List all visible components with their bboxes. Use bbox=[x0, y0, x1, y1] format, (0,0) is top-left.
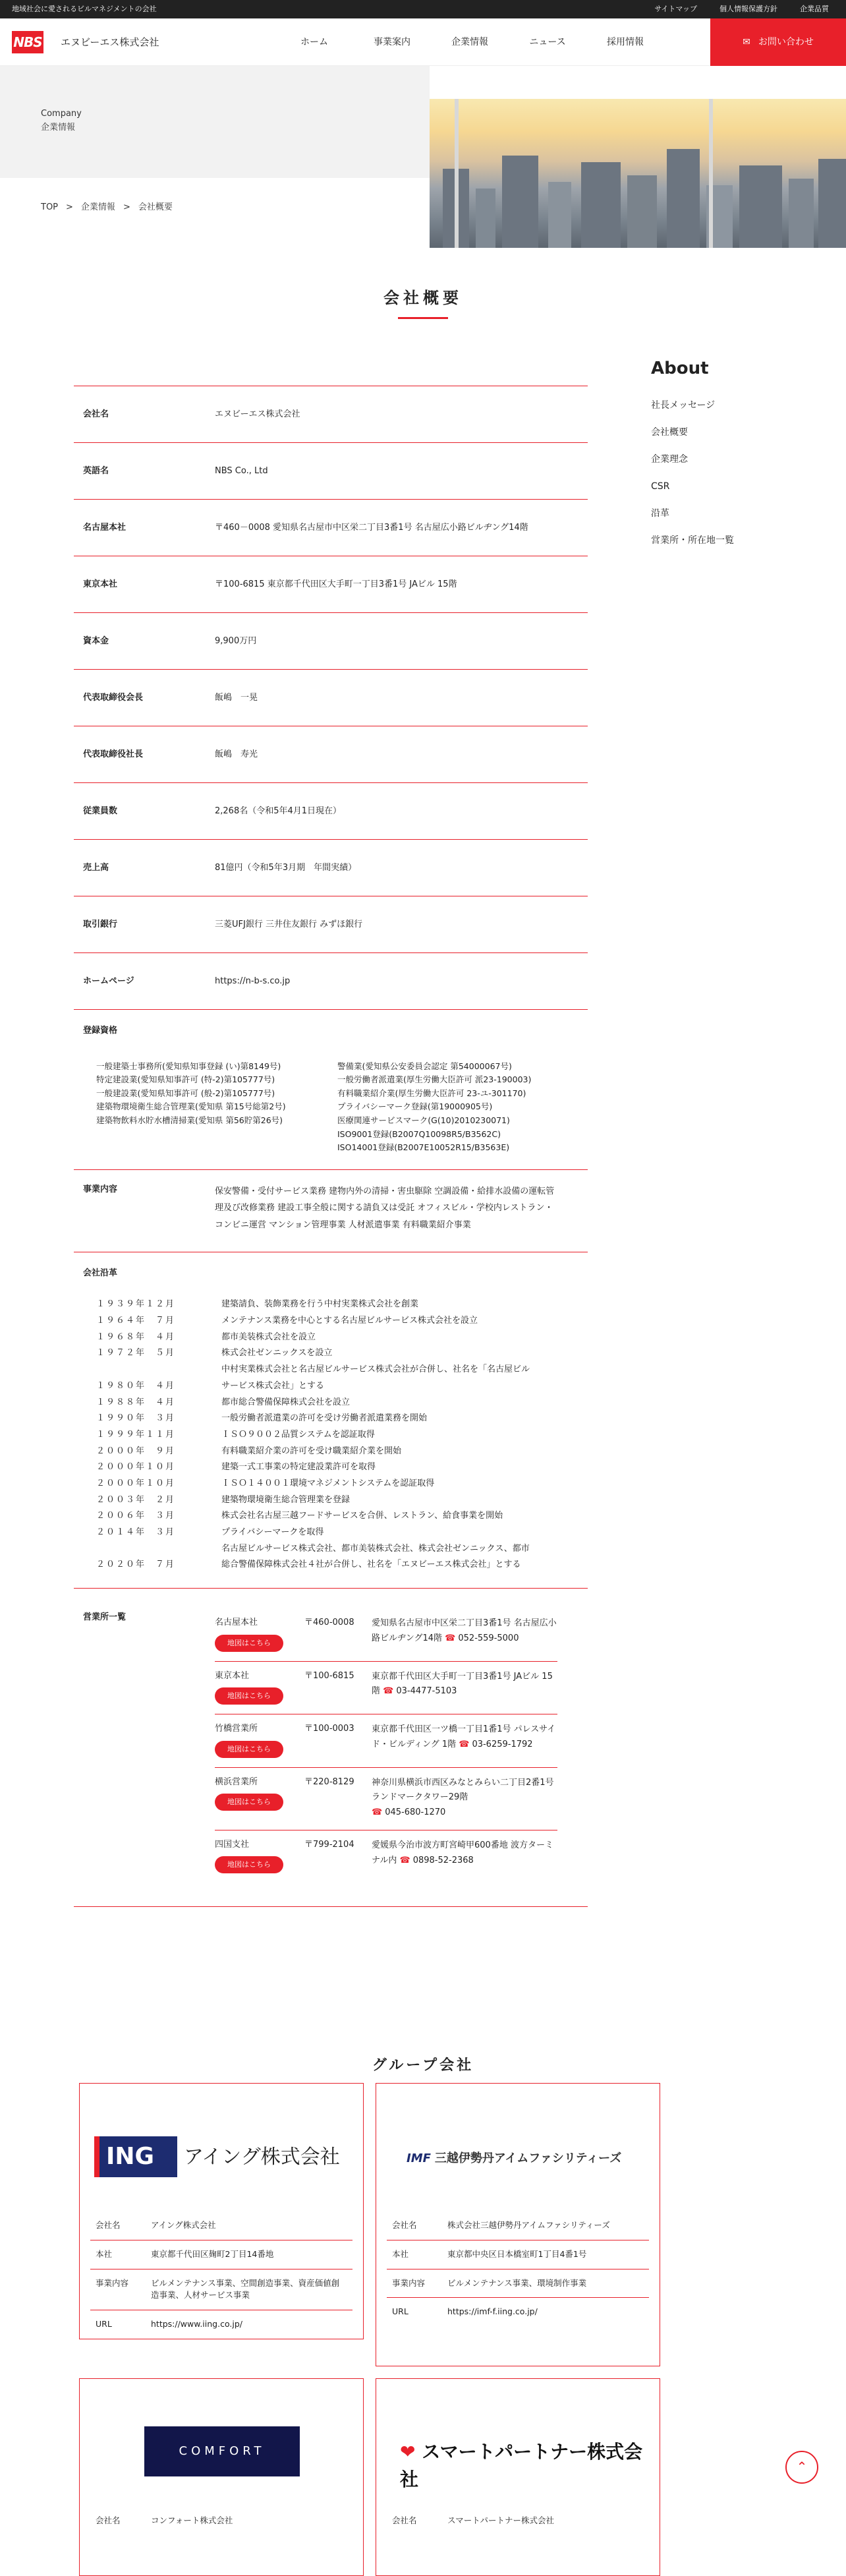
info-row bbox=[74, 443, 588, 500]
history-item: ２００３年 ２月 建築物環境衛生総合管理業を登録 bbox=[96, 1494, 351, 1505]
info-key: 従業員数 bbox=[83, 805, 118, 816]
homepage-link[interactable]: https://n-b-s.co.jp bbox=[215, 976, 291, 986]
office-list bbox=[215, 1608, 557, 1883]
info-value: 〒460－0008 愛知県名古屋市中区栄二丁目3番1号 名古屋広小路ビルヂング14階 bbox=[215, 522, 528, 533]
license-item: 一般建築士事務所(愛知県知事登録 (い)第8149号) bbox=[96, 1061, 281, 1071]
card-value: 株式会社三越伊勢丹アイムファシリティーズ bbox=[442, 2211, 649, 2240]
licenses-right bbox=[337, 1060, 578, 1155]
sidebar-item-csr[interactable]: CSR bbox=[651, 481, 670, 492]
tagline: 地域社会に愛されるビルマネジメントの会社 bbox=[12, 5, 157, 13]
info-key: 会社名 bbox=[83, 409, 109, 419]
licenses-left bbox=[96, 1060, 337, 1155]
license-item: 警備業(愛知県公安委員会認定 第54000067号) bbox=[337, 1061, 512, 1071]
office-name: 横浜営業所 bbox=[215, 1776, 258, 1787]
sidebar-item-offices[interactable]: 営業所・所在地一覧 bbox=[651, 535, 734, 546]
info-key: 英語名 bbox=[83, 465, 109, 476]
office-address: 愛知県名古屋市中区栄二丁目3番1号 名古屋広小路ビルヂング14階 bbox=[372, 1618, 557, 1643]
sidebar-item-history[interactable]: 沿革 bbox=[651, 508, 669, 519]
history-list bbox=[83, 1297, 578, 1573]
heart-icon: ❤ bbox=[400, 2441, 416, 2463]
info-key: 代表取締役会長 bbox=[83, 692, 144, 703]
office-item bbox=[215, 1608, 557, 1662]
licenses-label: 登録資格 bbox=[83, 1026, 118, 1036]
history-item: １９８０年 ４月 サービス株式会社」とする bbox=[96, 1380, 325, 1391]
office-item bbox=[215, 1768, 557, 1830]
office-zip: 〒100-0003 bbox=[304, 1724, 354, 1734]
info-key: 名古屋本社 bbox=[83, 522, 127, 533]
license-item: 建築物環境衛生総合管理業(愛知県 第15号総第2号) bbox=[96, 1101, 286, 1112]
breadcrumb bbox=[41, 201, 173, 214]
card-value: 東京都中央区日本橋室町1丁目4番1号 bbox=[442, 2240, 649, 2269]
info-value: 81億円（令和5年3月期 年間実績） bbox=[215, 862, 357, 873]
card-label: 事業内容 bbox=[387, 2269, 442, 2298]
card-label: 会社名 bbox=[392, 2515, 417, 2525]
card-value: ビルメンテナンス事業、環境制作事業 bbox=[442, 2269, 649, 2298]
license-item: プライバシーマーク登録(第19000905号) bbox=[337, 1101, 493, 1112]
info-row bbox=[74, 953, 588, 1010]
nav-company[interactable]: 企業情報 bbox=[451, 37, 488, 47]
nav-business[interactable]: 事業案内 bbox=[374, 37, 410, 47]
back-to-top-button[interactable] bbox=[785, 2451, 818, 2484]
card-value: ビルメンテナンス事業、空間創造事業、資産価値創造事業、人材サービス事業 bbox=[146, 2269, 352, 2310]
info-value: 9,900万円 bbox=[215, 635, 257, 646]
sidebar-item-philosophy[interactable]: 企業理念 bbox=[651, 454, 688, 465]
history-item: ２０００年１０月 ＩＳＯ１４００１環境マネジメントシステムを認証取得 bbox=[96, 1478, 435, 1488]
card-value: スマートパートナー株式会社 bbox=[447, 2515, 555, 2525]
group-card-smart bbox=[376, 2378, 660, 2576]
group-card-comfort bbox=[79, 2378, 364, 2576]
map-button[interactable]: 地図はこちら bbox=[215, 1741, 283, 1758]
business-row bbox=[74, 1170, 588, 1252]
nav-recruit[interactable]: 採用情報 bbox=[607, 37, 644, 47]
breadcrumb-current: 会社概要 bbox=[138, 202, 173, 212]
hero-en: Company bbox=[41, 109, 82, 119]
history-item: １９３９年１２月 建築請負、装飾業務を行う中村実業株式会社を創業 bbox=[96, 1299, 419, 1310]
group-card-imf bbox=[376, 2083, 660, 2366]
business-value: 保安警備・受付サービス業務 建物内外の清掃・害虫駆除 空調設備・給排水設備の運転管理及び改修業務 建設工事全般に関する請負又は受託 オフィスビル・学校内レストラン・コンビニ運営 マンション管理事業 人材派遣事業 有料職業紹介事業 bbox=[215, 1186, 555, 1230]
info-row bbox=[74, 726, 588, 783]
office-phone[interactable]: ☎ 052-559-5000 bbox=[445, 1633, 519, 1643]
sitemap-link[interactable]: サイトマップ bbox=[654, 5, 697, 13]
info-key: 資本金 bbox=[83, 635, 109, 646]
history-item: ２０００年１０月 建築一式工事業の特定建設業許可を取得 bbox=[96, 1462, 376, 1473]
hero-label bbox=[41, 107, 82, 135]
license-item: 建築物飲料水貯水槽清掃業(愛知県 第56貯第26号) bbox=[96, 1115, 283, 1125]
company-info-table bbox=[74, 386, 588, 1907]
office-address: 東京都千代田区大手町一丁目3番1号 JAビル 15階 bbox=[372, 1671, 553, 1697]
privacy-link[interactable]: 個人情報保護方針 bbox=[719, 5, 777, 13]
company-name: エヌビーエス株式会社 bbox=[61, 36, 159, 48]
office-name: 四国支社 bbox=[215, 1839, 250, 1850]
breadcrumb-sep: > bbox=[123, 202, 130, 212]
office-name: 名古屋本社 bbox=[215, 1618, 258, 1628]
office-zip: 〒799-2104 bbox=[304, 1839, 354, 1850]
group-title: グループ会社 bbox=[372, 2057, 474, 2074]
history-label: 会社沿革 bbox=[83, 1268, 118, 1278]
license-item: ISO9001登録(B2007Q10098R5/B3562C) bbox=[337, 1128, 501, 1139]
business-label: 事業内容 bbox=[83, 1184, 118, 1194]
history-item: １９８８年 ４月 都市総合警備保障株式会社を設立 bbox=[96, 1397, 351, 1407]
sidebar-title: About bbox=[651, 359, 709, 378]
map-button[interactable]: 地図はこちら bbox=[215, 1794, 283, 1811]
breadcrumb-top[interactable]: TOP bbox=[41, 202, 59, 212]
info-value: 2,268名（令和5年4月1日現在） bbox=[215, 805, 342, 816]
nav-news[interactable]: ニュース bbox=[529, 37, 566, 47]
comfort-logo[interactable]: COMFORT bbox=[144, 2426, 300, 2476]
license-item: 一般労働者派遣業(厚生労働大臣許可 派23-190003) bbox=[337, 1074, 532, 1085]
info-row bbox=[74, 783, 588, 840]
office-phone[interactable]: ☎ 03-4477-5103 bbox=[383, 1686, 457, 1696]
city-skyline-image bbox=[430, 99, 846, 248]
group-card-iing bbox=[79, 2083, 364, 2339]
offices-row bbox=[74, 1589, 588, 1907]
contact-button[interactable] bbox=[710, 18, 846, 66]
office-name: 東京本社 bbox=[215, 1670, 250, 1681]
office-item bbox=[215, 1830, 557, 1883]
info-row bbox=[74, 840, 588, 896]
info-value: 飯嶋 一晃 bbox=[215, 692, 258, 703]
office-item bbox=[215, 1714, 557, 1768]
info-row bbox=[74, 670, 588, 726]
office-address: 東京都千代田区一ツ橋一丁目1番1号 パレスサイド・ビルディング 1階 bbox=[372, 1724, 556, 1749]
nav-home[interactable]: ホーム bbox=[300, 37, 328, 47]
map-button[interactable]: 地図はこちら bbox=[215, 1687, 283, 1705]
card-label: 本社 bbox=[90, 2240, 146, 2269]
info-value: NBS Co., Ltd bbox=[215, 465, 268, 476]
licenses-row bbox=[74, 1010, 588, 1170]
breadcrumb-sep: > bbox=[66, 202, 73, 212]
chevron-up-icon: ⌃ bbox=[796, 2459, 808, 2474]
info-key: 取引銀行 bbox=[83, 919, 118, 929]
card-url-link[interactable]: https://www.iing.co.jp/ bbox=[151, 2319, 242, 2329]
map-button[interactable]: 地図はこちら bbox=[215, 1635, 283, 1652]
card-value: アイング株式会社 bbox=[146, 2211, 352, 2240]
license-item: 特定建設業(愛知県知事許可 (特-2)第105777号) bbox=[96, 1074, 275, 1085]
history-item: ２００６年 ３月 株式会社名古屋三越フードサービスを合併、レストラン、給食事業を開始 bbox=[96, 1511, 503, 1521]
card-value: 東京都千代田区麹町2丁目14番地 bbox=[146, 2240, 352, 2269]
info-row bbox=[74, 896, 588, 953]
card-label: URL bbox=[392, 2306, 409, 2317]
main-nav bbox=[275, 36, 664, 49]
office-name: 竹橋営業所 bbox=[215, 1724, 258, 1734]
card-label: URL bbox=[96, 2319, 112, 2329]
office-phone[interactable]: ☎ 0898-52-2368 bbox=[400, 1856, 474, 1865]
contact-label: お問い合わせ bbox=[758, 36, 814, 47]
hero-ja: 企業情報 bbox=[41, 122, 76, 132]
license-item: 医療関連サービスマーク(G(10)2010230071) bbox=[337, 1115, 510, 1125]
mail-icon: ✉ bbox=[743, 36, 750, 47]
office-address: 愛媛県今治市波方町宮崎甲600番地 波方ターミナル内 bbox=[372, 1840, 553, 1865]
card-value: コンフォート株式会社 bbox=[151, 2515, 233, 2525]
license-item: ISO14001登録(B2007E10052R15/B3563E) bbox=[337, 1142, 510, 1153]
info-key: 代表取締役社長 bbox=[83, 749, 144, 759]
nbs-logo[interactable]: NBS bbox=[12, 31, 43, 53]
info-key: 売上高 bbox=[83, 862, 109, 873]
history-item: ２０１４年 ３月 プライバシーマークを取得 bbox=[96, 1527, 324, 1537]
office-zip: 〒100-6815 bbox=[304, 1670, 354, 1681]
card-label: 会社名 bbox=[90, 2211, 146, 2240]
office-phone[interactable]: ☎ 045-680-1270 bbox=[372, 1807, 445, 1817]
sidebar-item-profile[interactable]: 会社概要 bbox=[651, 427, 688, 438]
history-row bbox=[74, 1252, 588, 1589]
top-bar bbox=[0, 0, 846, 18]
info-key: 東京本社 bbox=[83, 579, 118, 589]
header bbox=[0, 18, 846, 66]
office-zip: 〒460-0008 bbox=[304, 1618, 354, 1628]
about-sidebar bbox=[651, 356, 734, 561]
card-label: 会社名 bbox=[387, 2211, 442, 2240]
license-item: 一般建設業(愛知県知事許可 (般-2)第105777号) bbox=[96, 1088, 275, 1098]
history-item: ２０２０年 ７月 総合警備保障株式会社４社が合併し、社名を「エヌビーエス株式会社」とする bbox=[96, 1560, 521, 1570]
map-button[interactable]: 地図はこちら bbox=[215, 1856, 283, 1873]
page-title: 会社概要 bbox=[383, 289, 463, 307]
iing-logo[interactable]: ING アイング株式会社 bbox=[94, 2136, 340, 2177]
history-item: １９６８年 ４月 都市美装株式会社を設立 bbox=[96, 1332, 316, 1342]
history-item: 名古屋ビルサービス株式会社、都市美装株式会社、株式会社ゼンニックス、都市 bbox=[221, 1543, 530, 1554]
info-value: エヌビーエス株式会社 bbox=[215, 409, 300, 419]
imf-logo[interactable]: IMF 三越伊勢丹アイムファシリティーズ bbox=[407, 2152, 622, 2165]
info-value: 飯嶋 寿光 bbox=[215, 749, 258, 759]
breadcrumb-company[interactable]: 企業情報 bbox=[80, 202, 115, 212]
info-row bbox=[74, 556, 588, 613]
history-item: １９６４年 ７月 メンテナンス業務を中心とする名古屋ビルサービス株式会社を設立 bbox=[96, 1316, 478, 1326]
history-item: １９９０年 ３月 一般労働者派遣業の許可を受け労働者派遣業務を開始 bbox=[96, 1413, 428, 1424]
info-row bbox=[74, 386, 588, 443]
info-key: ホームページ bbox=[83, 976, 134, 986]
info-row bbox=[74, 613, 588, 670]
history-item: 中村実業株式会社と名古屋ビルサービス株式会社が合併し、社名を「名古屋ビル bbox=[221, 1364, 530, 1375]
card-url-link[interactable]: https://imf-f.iing.co.jp/ bbox=[447, 2306, 538, 2317]
office-address: 神奈川県横浜市西区みなとみらい二丁目2番1号ランドマークタワー29階 bbox=[372, 1777, 554, 1803]
license-item: 有料職業紹介業(厚生労働大臣許可 23-ユ-301170) bbox=[337, 1088, 526, 1098]
office-zip: 〒220-8129 bbox=[304, 1776, 354, 1787]
sidebar-item-message[interactable]: 社長メッセージ bbox=[651, 400, 716, 411]
card-label: 事業内容 bbox=[90, 2269, 146, 2310]
smart-partner-logo[interactable]: ❤ スマートパートナー株式会社 bbox=[400, 2441, 643, 2490]
quality-link[interactable]: 企業品質 bbox=[800, 5, 829, 13]
office-item bbox=[215, 1662, 557, 1715]
info-value: 三菱UFJ銀行 三井住友銀行 みずほ銀行 bbox=[215, 919, 363, 929]
history-item: ２０００年 ９月 有料職業紹介業の許可を受け職業紹介業を開始 bbox=[96, 1446, 402, 1456]
history-item: １９９９年１１月 ＩＳＯ９００２品質システムを認証取得 bbox=[96, 1429, 375, 1440]
card-label: 本社 bbox=[387, 2240, 442, 2269]
info-row bbox=[74, 500, 588, 556]
card-label: 会社名 bbox=[96, 2515, 121, 2525]
title-underline bbox=[398, 317, 448, 319]
offices-label: 営業所一覧 bbox=[83, 1612, 127, 1623]
history-item: １９７２年 ５月 株式会社ゼンニックスを設立 bbox=[96, 1348, 333, 1359]
office-phone[interactable]: ☎ 03-6259-1792 bbox=[459, 1740, 532, 1749]
info-value: 〒100-6815 東京都千代田区大手町一丁目3番1号 JAビル 15階 bbox=[215, 579, 457, 589]
